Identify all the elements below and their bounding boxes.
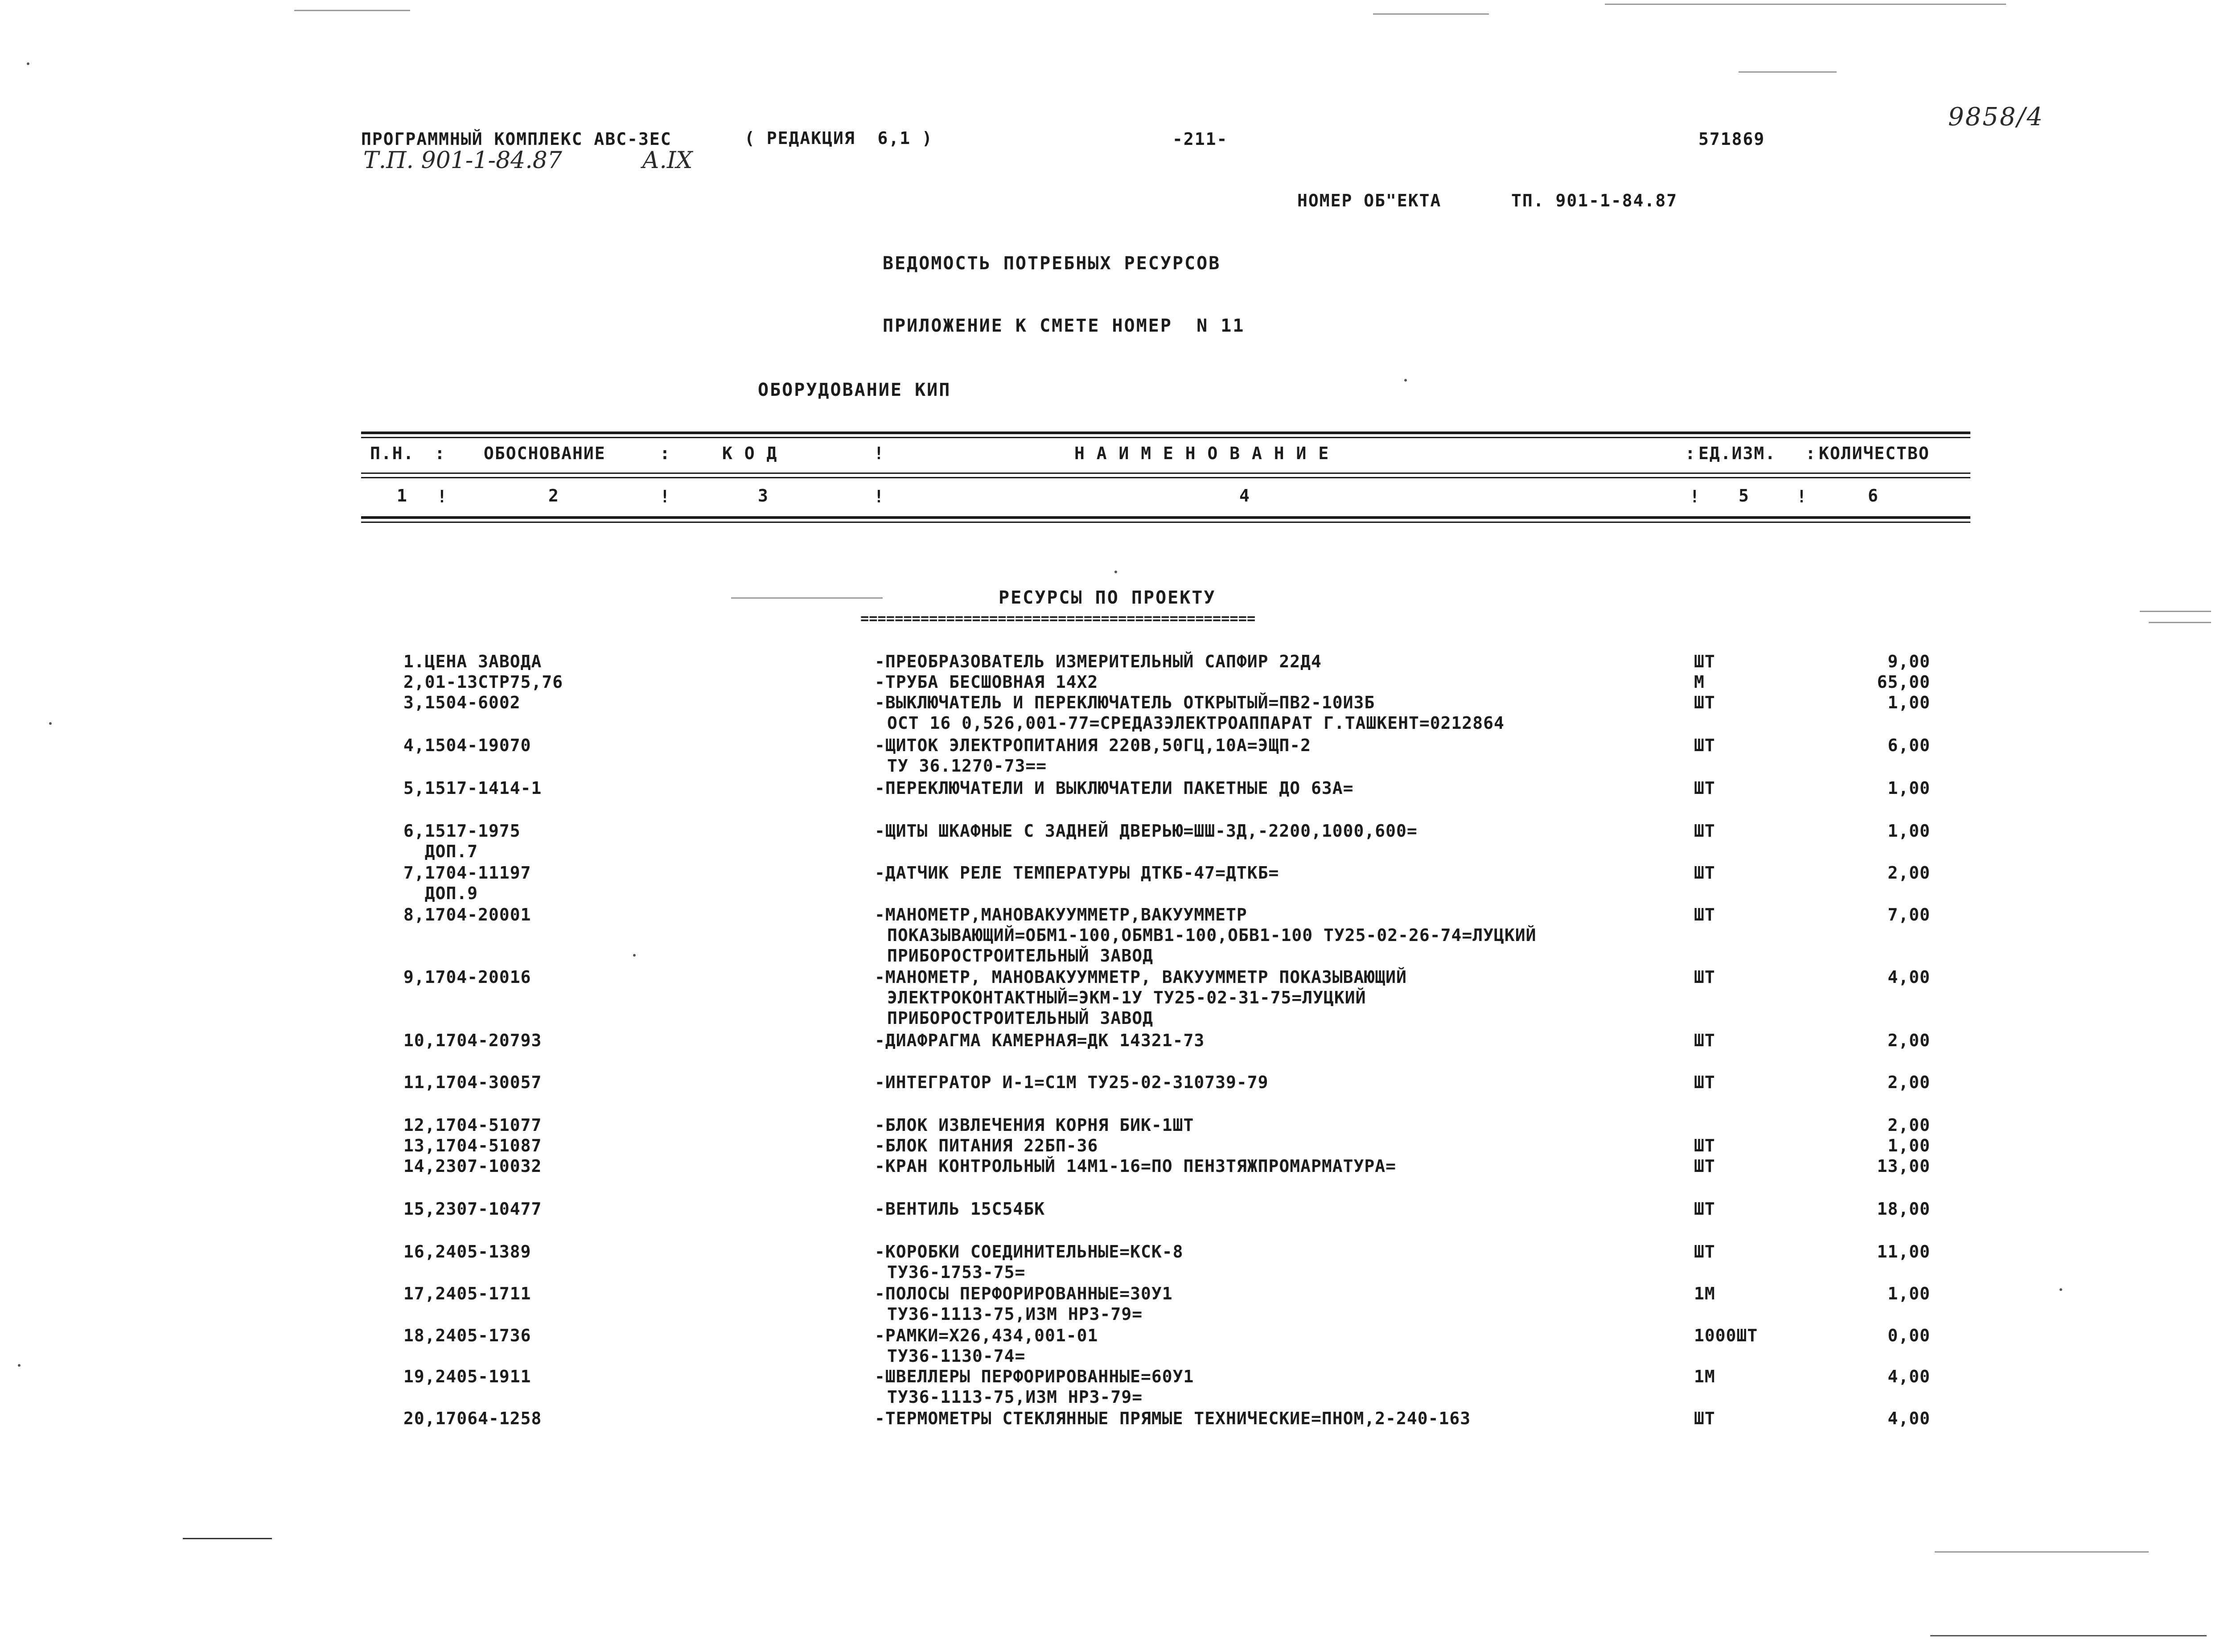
- section-heading: ОБОРУДОВАНИЕ КИП: [758, 380, 951, 400]
- resource-name: -КОРОБКИ СОЕДИНИТЕЛЬНЫЕ=КСК-8: [875, 1242, 1184, 1262]
- resource-name: -ДАТЧИК РЕЛЕ ТЕМПЕРАТУРЫ ДТКБ-47=ДТКБ=: [875, 863, 1279, 883]
- resource-unit: ШТ: [1694, 693, 1715, 712]
- col-header-unit: ЕД.ИЗМ.: [1698, 444, 1776, 463]
- resource-name: ПОКАЗЫВАЮЩИЙ=ОБМ1-100,ОБМВ1-100,ОБВ1-100 ТУ25-02-26-74=ЛУЦКИЙ: [887, 925, 1537, 945]
- program-name: ПРОГРАММНЫЙ КОМПЛЕКС АВС-ЗЕС: [361, 129, 672, 149]
- resource-unit: ШТ: [1694, 1031, 1715, 1050]
- resource-unit: ШТ: [1694, 967, 1715, 987]
- resource-unit: 1000ШТ: [1694, 1326, 1758, 1345]
- resource-number: 7,1704-11197: [403, 863, 531, 883]
- col-number: 2: [548, 486, 559, 505]
- handwritten-corner-number: 9858/4: [1948, 103, 2044, 132]
- resource-unit: ШТ: [1694, 736, 1715, 755]
- resource-quantity: 4,00: [1887, 1367, 1930, 1386]
- resource-number: ДОП.7: [403, 842, 478, 861]
- speck: [27, 62, 29, 65]
- resource-number: 10,1704-20793: [403, 1031, 542, 1050]
- resource-unit: ШТ: [1694, 863, 1715, 883]
- col-sep: !: [1690, 487, 1701, 506]
- resource-number: 11,1704-30057: [403, 1073, 542, 1092]
- scan-line: [731, 597, 883, 599]
- resource-name: ЭЛЕКТРОКОНТАКТНЫЙ=ЭКМ-1У ТУ25-02-31-75=ЛУЦКИЙ: [887, 988, 1366, 1007]
- resource-name: -ЩИТЫ ШКАФНЫЕ С ЗАДНЕЙ ДВЕРЬЮ=ШШ-ЗД,-2200,1000,600=: [875, 821, 1418, 841]
- col-number: 3: [758, 486, 769, 505]
- col-number: 5: [1739, 486, 1750, 505]
- table-header-bottom-rule-inner: [361, 522, 1970, 523]
- resource-quantity: 1,00: [1887, 1136, 1930, 1155]
- col-sep: :: [435, 444, 446, 463]
- resource-unit: ШТ: [1694, 905, 1715, 925]
- resource-quantity: 4,00: [1887, 1409, 1930, 1428]
- resource-quantity: 4,00: [1887, 967, 1930, 987]
- object-number-value: ТП. 901-1-84.87: [1511, 191, 1678, 210]
- speck: [18, 1364, 21, 1367]
- resource-number: ДОП.9: [403, 884, 478, 903]
- page-title: ВЕДОМОСТЬ ПОТРЕБНЫХ РЕСУРСОВ: [883, 253, 1221, 274]
- table-header-bottom-rule: [361, 516, 1970, 519]
- speck: [1114, 571, 1117, 573]
- resource-number: 6,1517-1975: [403, 821, 521, 841]
- speck: [2060, 1288, 2062, 1291]
- page-number: -211-: [1172, 129, 1228, 149]
- resource-name: -ВЫКЛЮЧАТЕЛЬ И ПЕРЕКЛЮЧАТЕЛЬ ОТКРЫТЫЙ=ПВ2-10И3Б: [875, 693, 1375, 712]
- resource-number: 19,2405-1911: [403, 1367, 531, 1386]
- speck: [633, 954, 636, 957]
- col-sep: :: [1685, 444, 1696, 463]
- col-header-name: Н А И М Е Н О В А Н И Е: [1074, 444, 1330, 463]
- resource-number: 16,2405-1389: [403, 1242, 531, 1262]
- resource-quantity: 1,00: [1887, 778, 1930, 798]
- resource-quantity: 65,00: [1877, 672, 1930, 692]
- col-header-code: К О Д: [722, 444, 778, 463]
- col-sep: !: [874, 444, 885, 463]
- speck: [1404, 379, 1407, 382]
- resource-unit: ШТ: [1694, 1136, 1715, 1155]
- resource-name: ТУ36-1130-74=: [887, 1346, 1026, 1366]
- resource-name: -БЛОК ИЗВЛЕЧЕНИЯ КОРНЯ БИК-1ШТ: [875, 1115, 1194, 1135]
- resource-name: -ПРЕОБРАЗОВАТЕЛЬ ИЗМЕРИТЕЛЬНЫЙ САПФИР 22Д4: [875, 652, 1322, 671]
- resource-unit: ШТ: [1694, 1409, 1715, 1428]
- resource-quantity: 9,00: [1887, 652, 1930, 671]
- resource-name: -ДИАФРАГМА КАМЕРНАЯ=ДК 14321-73: [875, 1031, 1205, 1050]
- col-header-pn: П.Н.: [370, 444, 415, 463]
- resource-quantity: 18,00: [1877, 1199, 1930, 1219]
- col-sep: :: [1805, 444, 1817, 463]
- resource-name: -РАМКИ=Х26,434,001-01: [875, 1326, 1098, 1345]
- resource-name: ТУ 36.1270-73==: [887, 756, 1047, 776]
- resource-name: ПРИБОРОСТРОИТЕЛЬНЫЙ ЗАВОД: [887, 946, 1153, 966]
- col-number: 4: [1239, 486, 1250, 505]
- resource-number: 5,1517-1414-1: [403, 778, 542, 798]
- resource-quantity: 1,00: [1887, 821, 1930, 841]
- resource-name: -МАНОМЕТР,МАНОВАКУУММЕТР,ВАКУУММЕТР: [875, 905, 1247, 925]
- resource-unit: 1М: [1694, 1367, 1715, 1386]
- object-number-label: НОМЕР ОБ"ЕКТА: [1297, 191, 1442, 210]
- resource-quantity: 2,00: [1887, 863, 1930, 883]
- scan-line: [1930, 1635, 2207, 1636]
- scan-line: [183, 1538, 272, 1539]
- resource-name: -ВЕНТИЛЬ 15С54БК: [875, 1199, 1045, 1219]
- resource-name: -КРАН КОНТРОЛЬНЫЙ 14М1-16=ПО ПЕНЗТЯЖПРОМАРМАТУРА=: [875, 1156, 1397, 1176]
- handwritten-project-number: Т.П. 901-1-84.87: [363, 147, 562, 174]
- resource-name: ТУ36-1753-75=: [887, 1262, 1026, 1282]
- resource-quantity: 0,00: [1887, 1326, 1930, 1345]
- scan-line: [1739, 71, 1837, 73]
- resource-quantity: 11,00: [1877, 1242, 1930, 1262]
- col-number: 1: [397, 486, 408, 505]
- resource-number: 9,1704-20016: [403, 967, 531, 987]
- resource-unit: ШТ: [1694, 1242, 1715, 1262]
- resource-unit: ШТ: [1694, 1156, 1715, 1176]
- header-separator-inner: [361, 477, 1970, 478]
- header-separator: [361, 473, 1970, 474]
- resource-quantity: 2,00: [1887, 1031, 1930, 1050]
- resource-name: -ИНТЕГРАТОР И-1=С1М ТУ25-02-310739-79: [875, 1073, 1269, 1092]
- resource-unit: М: [1694, 672, 1705, 692]
- resource-number: 1.ЦЕНА ЗАВОДА: [403, 652, 542, 671]
- col-sep: !: [1797, 487, 1808, 506]
- resource-quantity: 1,00: [1887, 1284, 1930, 1303]
- scan-line: [294, 10, 410, 11]
- resource-unit: ШТ: [1694, 1199, 1715, 1219]
- resource-number: 18,2405-1736: [403, 1326, 531, 1345]
- resource-name: ТУ36-1113-75,ИЗМ НР3-79=: [887, 1304, 1143, 1324]
- scan-line: [2140, 611, 2211, 612]
- resource-name: -ЩИТОК ЭЛЕКТРОПИТАНИЯ 220В,50ГЦ,10А=ЭЩП-2: [875, 736, 1311, 755]
- resource-unit: ШТ: [1694, 821, 1715, 841]
- resource-name: -ТЕРМОМЕТРЫ СТЕКЛЯННЫЕ ПРЯМЫЕ ТЕХНИЧЕСКИЕ=ПНОМ,2-240-163: [875, 1409, 1471, 1428]
- resource-quantity: 13,00: [1877, 1156, 1930, 1176]
- resource-name: -МАНОМЕТР, МАНОВАКУУММЕТР, ВАКУУММЕТР ПОКАЗЫВАЮЩИЙ: [875, 967, 1407, 987]
- resource-name: -ПЕРЕКЛЮЧАТЕЛИ И ВЫКЛЮЧАТЕЛИ ПАКЕТНЫЕ ДО 63А=: [875, 778, 1354, 798]
- resource-name: ТУ36-1113-75,ИЗМ НР3-79=: [887, 1387, 1143, 1407]
- scan-line: [1373, 13, 1489, 15]
- resource-number: 20,17064-1258: [403, 1409, 542, 1428]
- resource-number: 3,1504-6002: [403, 693, 521, 712]
- resource-name: -БЛОК ПИТАНИЯ 22БП-36: [875, 1136, 1098, 1155]
- resource-number: 2,01-13СТР75,76: [403, 672, 563, 692]
- table-top-rule-inner: [361, 437, 1970, 438]
- resources-section-title: РЕСУРСЫ ПО ПРОЕКТУ: [999, 588, 1216, 608]
- resource-unit: ШТ: [1694, 1073, 1715, 1092]
- col-sep: !: [874, 487, 885, 506]
- scan-line: [2149, 622, 2211, 623]
- edition-label: ( РЕДАКЦИЯ 6,1 ): [744, 128, 933, 148]
- resource-name: ОСТ 16 0,526,001-77=СРЕДАЗЭЛЕКТРОАППАРАТ Г.ТАШКЕНТ=0212864: [887, 713, 1505, 733]
- resource-name: -ПОЛОСЫ ПЕРФОРИРОВАННЫЕ=30У1: [875, 1284, 1173, 1303]
- resource-number: 15,2307-10477: [403, 1199, 542, 1219]
- resource-quantity: 2,00: [1887, 1115, 1930, 1135]
- col-sep: !: [437, 487, 448, 506]
- scan-line: [1935, 1551, 2149, 1553]
- resource-number: 12,1704-51077: [403, 1115, 542, 1135]
- resource-number: 14,2307-10032: [403, 1156, 542, 1176]
- resource-unit: ШТ: [1694, 652, 1715, 671]
- col-header-qty: КОЛИЧЕСТВО: [1819, 444, 1930, 463]
- resource-quantity: 2,00: [1887, 1073, 1930, 1092]
- table-top-rule: [361, 431, 1970, 434]
- col-sep: !: [660, 487, 671, 506]
- handwritten-album-number: А.IX: [642, 147, 693, 174]
- resource-number: 8,1704-20001: [403, 905, 531, 925]
- resource-quantity: 7,00: [1887, 905, 1930, 925]
- resource-name: ПРИБОРОСТРОИТЕЛЬНЫЙ ЗАВОД: [887, 1008, 1153, 1028]
- resource-unit: ШТ: [1694, 778, 1715, 798]
- scan-line: [1605, 4, 2006, 5]
- resources-section-underline: ==============================================: [860, 610, 1256, 627]
- col-number: 6: [1868, 486, 1879, 505]
- resource-quantity: 1,00: [1887, 693, 1930, 712]
- resource-number: 13,1704-51087: [403, 1136, 542, 1155]
- appendix-title: ПРИЛОЖЕНИЕ К СМЕТЕ НОМЕР N 11: [883, 316, 1245, 336]
- resource-name: -ТРУБА БЕСШОВНАЯ 14Х2: [875, 672, 1098, 692]
- resource-number: 4,1504-19070: [403, 736, 531, 755]
- document-number: 571869: [1698, 129, 1765, 149]
- col-header-basis: ОБОСНОВАНИЕ: [484, 444, 606, 463]
- resource-number: 17,2405-1711: [403, 1284, 531, 1303]
- resource-quantity: 6,00: [1887, 736, 1930, 755]
- speck: [49, 722, 52, 725]
- resource-name: -ШВЕЛЛЕРЫ ПЕРФОРИРОВАННЫЕ=60У1: [875, 1367, 1194, 1386]
- resource-unit: 1М: [1694, 1284, 1715, 1303]
- col-sep: :: [660, 444, 671, 463]
